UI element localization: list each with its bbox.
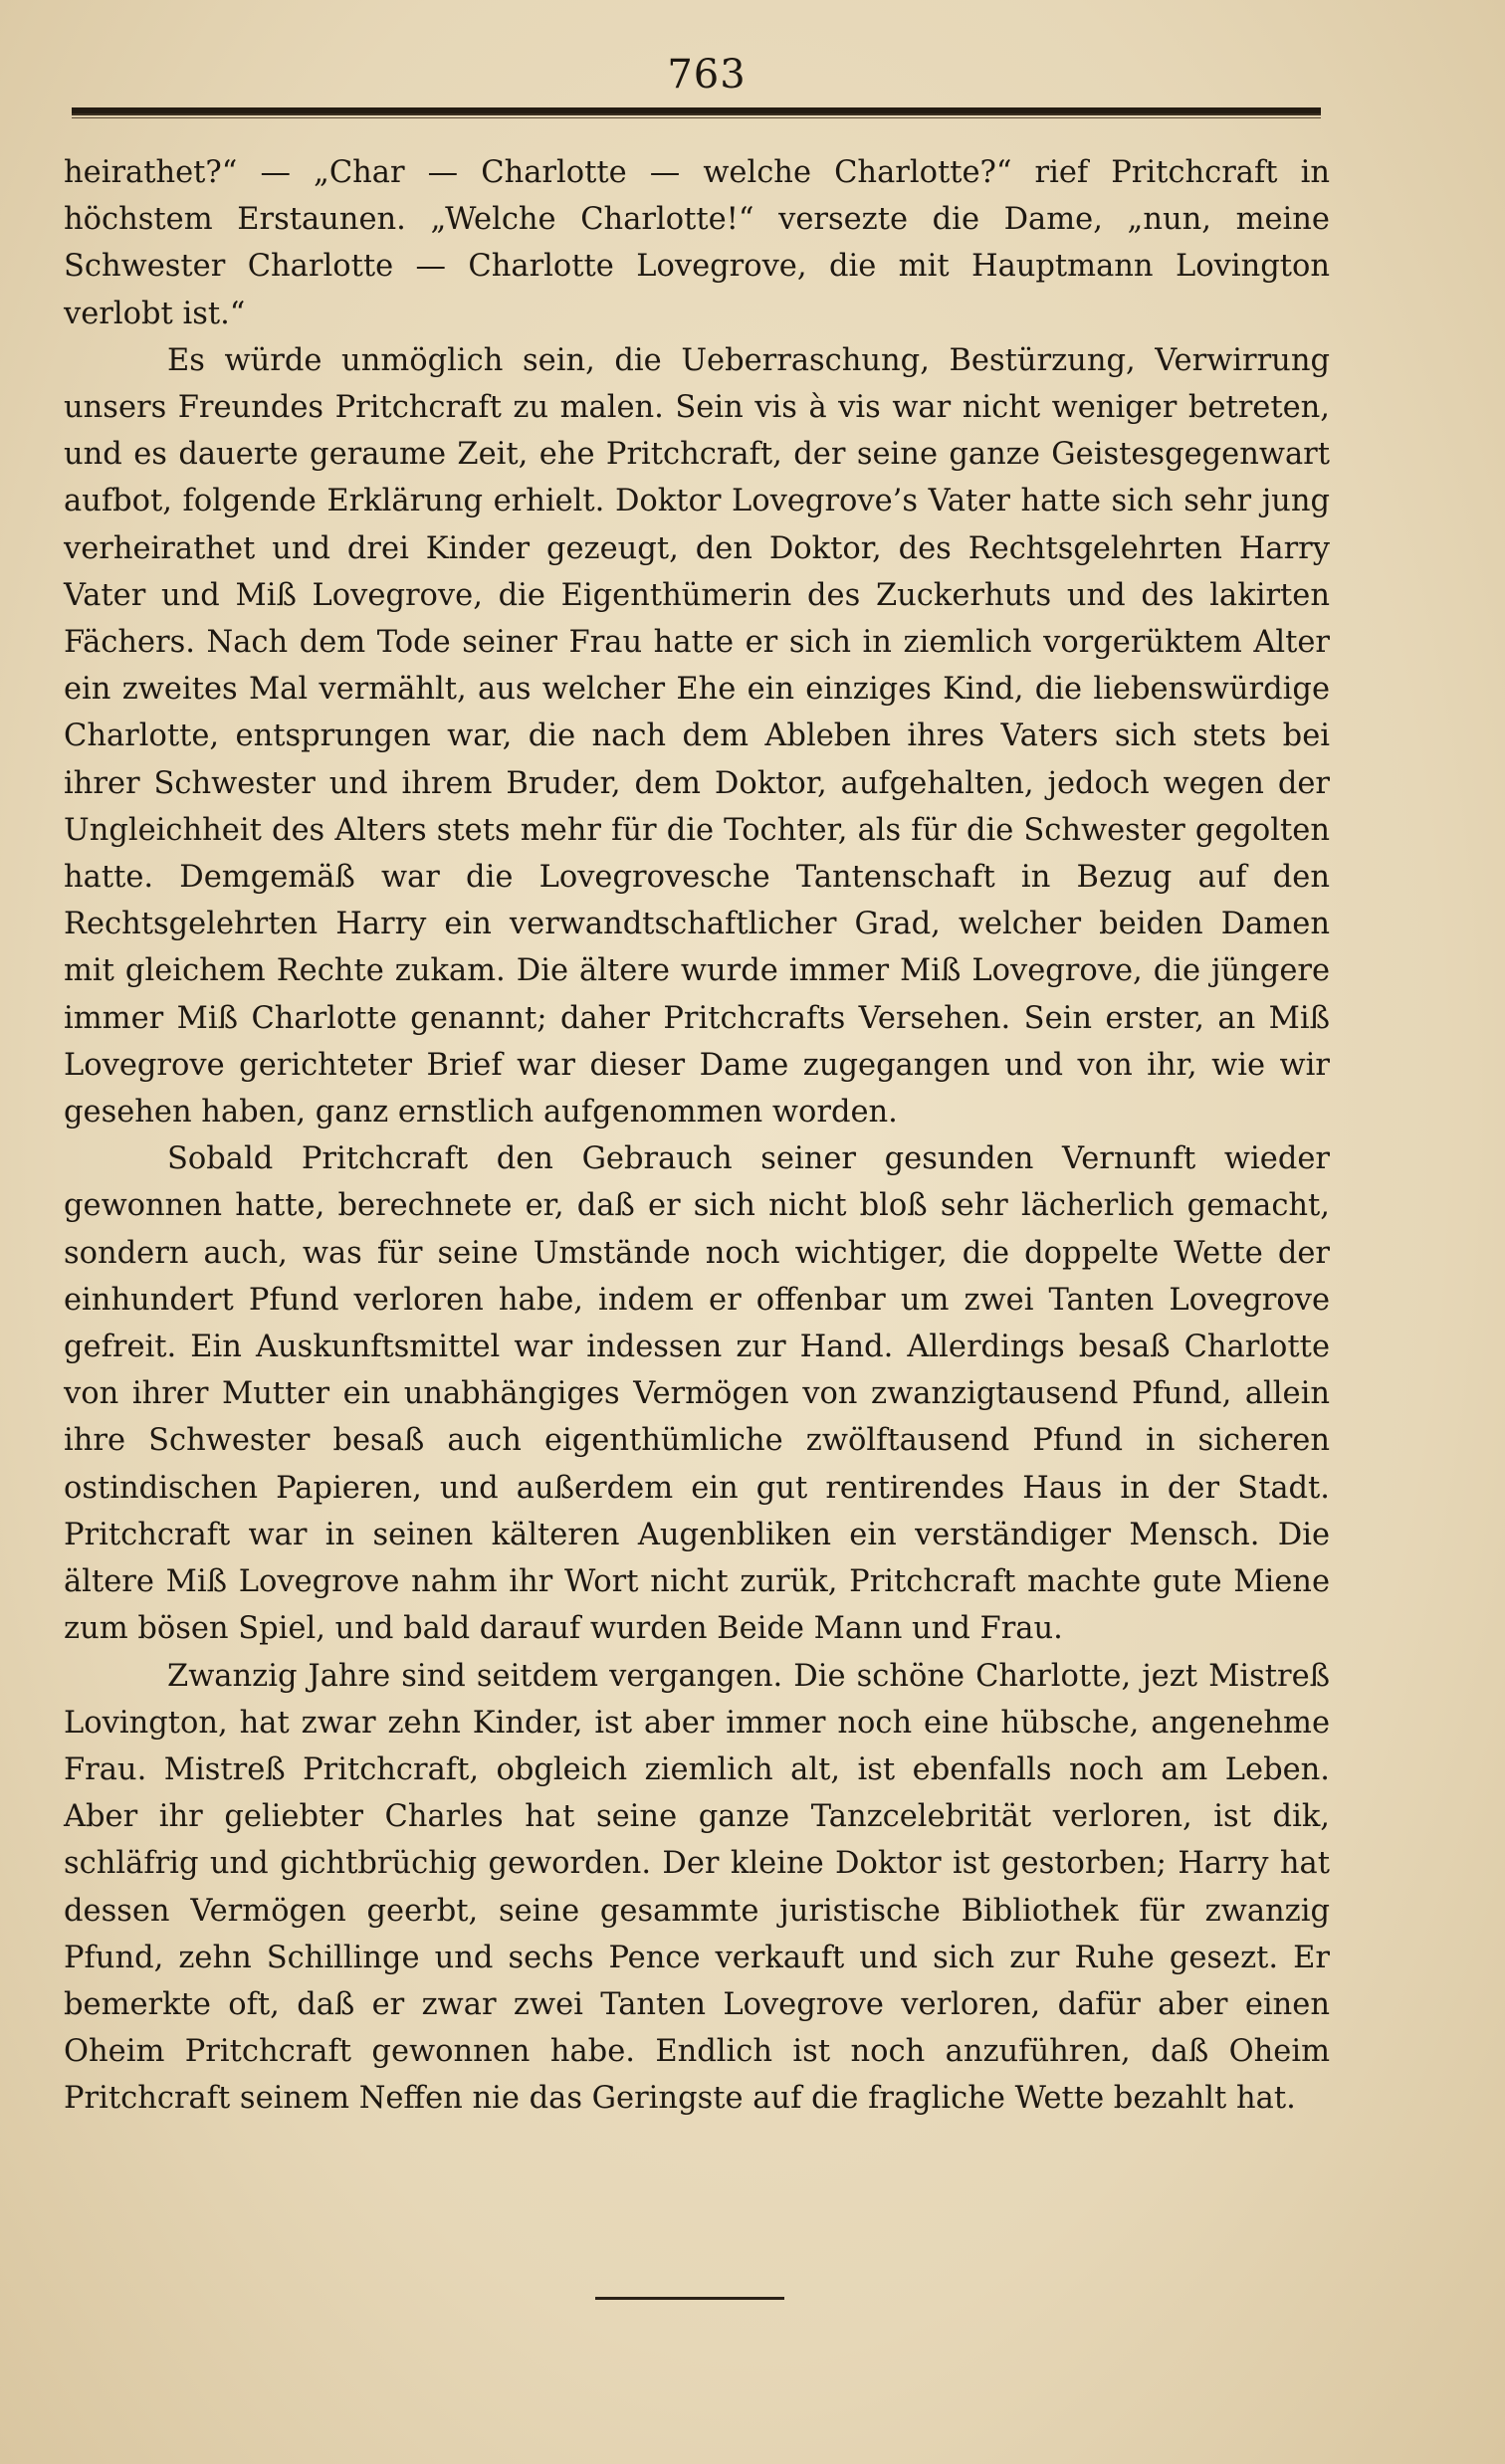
paragraph-2: Es würde unmöglich sein, die Ueberraschung, Bestürzung, Verwirrung unsers Freundes Pritchcraft zu malen. Sein vis à vis war nicht weniger betreten, und es dauerte geraume Zeit, ehe Pritchcraft, der seine ganze Geistesgegenwart aufbot, folgende Erklärung erhielt. Doktor Lovegrove’s Vater hatte sich sehr jung verheirathet und drei Kinder gezeugt, den Doktor, des Rechtsgelehrten Harry Vater und Miß Lovegrove, die Eigenthümerin des Zuckerhuts und des lakirten Fächers. Nach dem Tode seiner Frau hatte er sich in ziemlich vorgerüktem Alter ein zweites Mal vermählt, aus welcher Ehe ein einziges Kind, die liebenswürdige Charlotte, entsprungen war, die nach dem Ableben ihres Vaters sich stets bei ihrer Schwester und ihrem Bruder, dem Doktor, aufgehalten, jedoch wegen der Ungleichheit des Alters stets mehr für die Tochter, als für die Schwester gegolten hatte. Demgemäß war die Lovegrovesche Tantenschaft in Bezug auf den Rechtsgelehrten Harry ein verwandtschaftlicher Grad, welcher beiden Damen mit gleichem Rechte zukam. Die ältere wurde immer Miß Lovegrove, die jüngere immer Miß Charlotte genannt; daher Pritchcrafts Versehen. Sein erster, an Miß Lovegrove gerichteter Brief war dieser Dame zugegangen und von ihr, wie wir gesehen haben, ganz ernstlich aufgenommen worden. (64, 342, 1330, 1130)
paragraph-1: heirathet?“ — „Char — Charlotte — welche Charlotte?“ rief Pritchcraft in höchstem Erstaunen. „Welche Charlotte!“ versezte die Dame, „nun, meine Schwester Charlotte — Charlotte Lovegrove, die mit Hauptmann Lovington verlobt ist.“ (64, 155, 1330, 331)
paragraph-3: Sobald Pritchcraft den Gebrauch seiner gesunden Vernunft wieder gewonnen hatte, berechnete er, daß er sich nicht bloß sehr lächerlich gemacht, sondern auch, was für seine Umstände noch wichtiger, die doppelte Wette der einhundert Pfund verloren habe, indem er offenbar um zwei Tanten Lovegrove gefreit. Ein Auskunftsmittel war indessen zur Hand. Allerdings besaß Charlotte von ihrer Mutter ein unabhängiges Vermögen von zwanzigtausend Pfund, allein ihre Schwester besaß auch eigenthümliche zwölftausend Pfund in sicheren ostindischen Papieren, und außerdem ein gut rentirendes Haus in der Stadt. Pritchcraft war in seinen kälteren Augenbliken ein verständiger Mensch. Die ältere Miß Lovegrove nahm ihr Wort nicht zurük, Pritchcraft machte gute Miene zum bösen Spiel, und bald darauf wurden Beide Mann und Frau. (64, 1141, 1330, 1647)
text-body (64, 149, 1330, 2123)
header-rule (72, 107, 1321, 115)
footer-rule (595, 2297, 784, 2300)
paragraph-4: Zwanzig Jahre sind seitdem vergangen. Die schöne Charlotte, jezt Mistreß Lovington, hat zwar zehn Kinder, ist aber immer noch eine hübsche, angenehme Frau. Mistreß Pritchcraft, obgleich ziemlich alt, ist ebenfalls noch am Leben. Aber ihr geliebter Charles hat seine ganze Tanzcelebrität verloren, ist dik, schläfrig und gichtbrüchig geworden. Der kleine Doktor ist gestorben; Harry hat dessen Vermögen geerbt, seine gesammte juristische Bibliothek für zwanzig Pfund, zehn Schillinge und sechs Pence verkauft und sich zur Ruhe gesezt. Er bemerkte oft, daß er zwar zwei Tanten Lovegrove verloren, dafür aber einen Oheim Pritchcraft gewonnen habe. Endlich ist noch anzuführen, daß Oheim Pritchcraft seinem Neffen nie das Geringste auf die fragliche Wette bezahlt hat. (64, 1658, 1330, 2117)
page-number: 763 (667, 52, 747, 98)
